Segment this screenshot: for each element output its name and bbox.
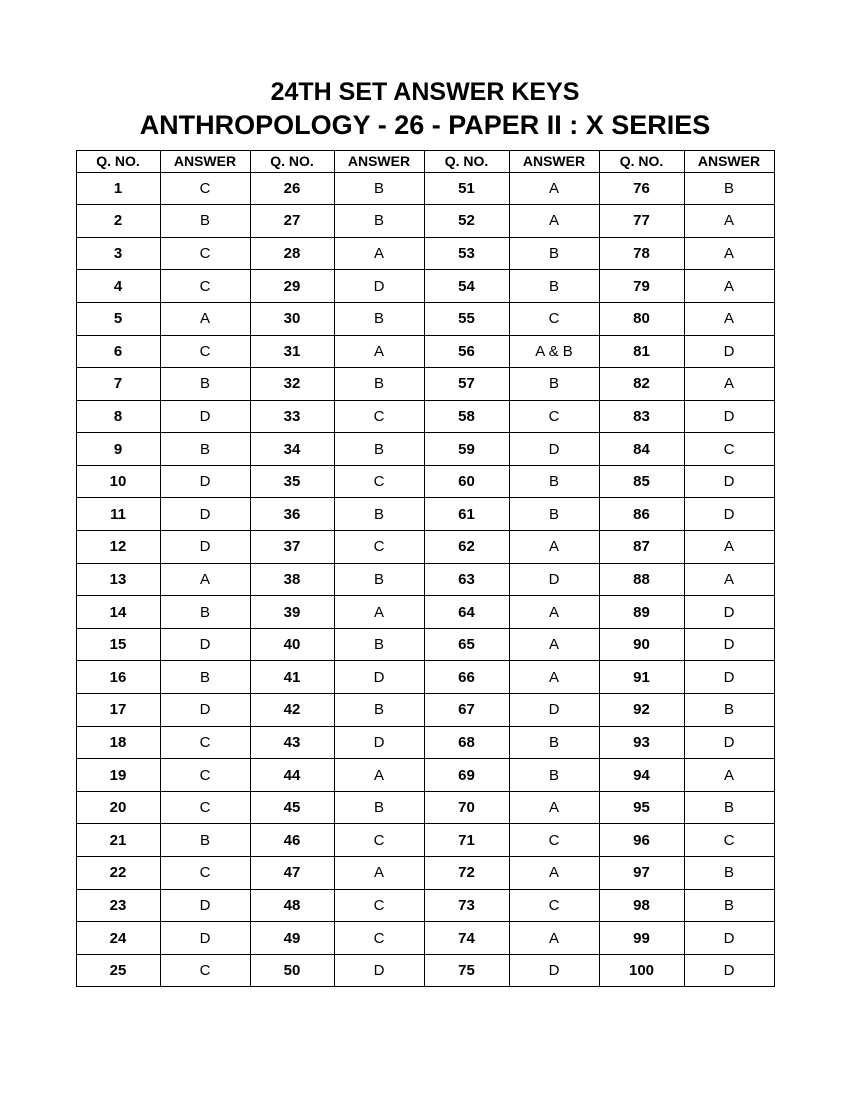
question-number-cell: 23 [76, 889, 160, 922]
answer-cell: C [684, 824, 774, 857]
question-number-cell: 71 [424, 824, 509, 857]
table-row [76, 498, 774, 531]
question-number-cell: 11 [76, 498, 160, 531]
question-number-cell: 43 [250, 726, 334, 759]
answer-cell: B [684, 889, 774, 922]
table-row [76, 694, 774, 727]
question-number-cell: 15 [76, 628, 160, 661]
table-row [76, 563, 774, 596]
table-row [76, 433, 774, 466]
answer-cell: D [684, 498, 774, 531]
answer-header: ANSWER [160, 150, 250, 172]
question-number-cell: 46 [250, 824, 334, 857]
answer-cell: D [509, 954, 599, 987]
qno-header: Q. NO. [76, 150, 160, 172]
table-row [76, 954, 774, 987]
answer-cell: C [160, 759, 250, 792]
question-number-cell: 37 [250, 531, 334, 564]
answer-cell: D [684, 335, 774, 368]
question-number-cell: 52 [424, 205, 509, 238]
answer-cell: D [684, 465, 774, 498]
question-number-cell: 68 [424, 726, 509, 759]
answer-cell: D [684, 596, 774, 629]
qno-header: Q. NO. [424, 150, 509, 172]
question-number-cell: 54 [424, 270, 509, 303]
answer-cell: B [160, 661, 250, 694]
question-number-cell: 66 [424, 661, 509, 694]
answer-cell: D [684, 400, 774, 433]
question-number-cell: 59 [424, 433, 509, 466]
answer-cell: B [684, 694, 774, 727]
qno-header: Q. NO. [250, 150, 334, 172]
question-number-cell: 19 [76, 759, 160, 792]
question-number-cell: 27 [250, 205, 334, 238]
question-number-cell: 22 [76, 857, 160, 890]
question-number-cell: 56 [424, 335, 509, 368]
answer-cell: B [334, 368, 424, 401]
answer-cell: B [509, 465, 599, 498]
answer-cell: A [334, 857, 424, 890]
answer-cell: B [160, 433, 250, 466]
question-number-cell: 84 [599, 433, 684, 466]
answer-cell: D [334, 661, 424, 694]
question-number-cell: 13 [76, 563, 160, 596]
answer-cell: D [334, 270, 424, 303]
answer-cell: D [160, 498, 250, 531]
answer-cell: A [334, 759, 424, 792]
answer-cell: C [334, 531, 424, 564]
answer-cell: C [509, 889, 599, 922]
question-number-cell: 8 [76, 400, 160, 433]
answer-cell: B [509, 270, 599, 303]
table-row [76, 759, 774, 792]
question-number-cell: 35 [250, 465, 334, 498]
question-number-cell: 96 [599, 824, 684, 857]
answer-cell: B [334, 791, 424, 824]
answer-cell: C [160, 954, 250, 987]
answer-cell: B [509, 368, 599, 401]
answer-cell: A [509, 596, 599, 629]
question-number-cell: 90 [599, 628, 684, 661]
question-number-cell: 49 [250, 922, 334, 955]
question-number-cell: 99 [599, 922, 684, 955]
answer-cell: D [509, 694, 599, 727]
answer-cell: A [509, 857, 599, 890]
question-number-cell: 50 [250, 954, 334, 987]
answer-cell: D [160, 531, 250, 564]
answer-cell: B [334, 205, 424, 238]
question-number-cell: 32 [250, 368, 334, 401]
question-number-cell: 25 [76, 954, 160, 987]
question-number-cell: 95 [599, 791, 684, 824]
question-number-cell: 12 [76, 531, 160, 564]
question-number-cell: 26 [250, 172, 334, 205]
answer-cell: A [509, 172, 599, 205]
answer-cell: B [334, 498, 424, 531]
question-number-cell: 6 [76, 335, 160, 368]
answer-cell: A [684, 237, 774, 270]
table-row [76, 889, 774, 922]
question-number-cell: 67 [424, 694, 509, 727]
question-number-cell: 20 [76, 791, 160, 824]
answer-cell: D [160, 889, 250, 922]
answer-cell: A [509, 628, 599, 661]
answer-cell: B [684, 172, 774, 205]
answer-cell: B [334, 172, 424, 205]
question-number-cell: 53 [424, 237, 509, 270]
question-number-cell: 77 [599, 205, 684, 238]
answer-cell: C [684, 433, 774, 466]
answer-cell: A [509, 661, 599, 694]
answer-cell: C [334, 465, 424, 498]
table-row [76, 791, 774, 824]
question-number-cell: 1 [76, 172, 160, 205]
answer-cell: A [334, 237, 424, 270]
answer-cell: D [160, 465, 250, 498]
table-row [76, 465, 774, 498]
question-number-cell: 16 [76, 661, 160, 694]
answer-cell: D [160, 694, 250, 727]
question-number-cell: 94 [599, 759, 684, 792]
answer-cell: D [684, 922, 774, 955]
answer-header: ANSWER [684, 150, 774, 172]
answer-cell: B [334, 628, 424, 661]
answer-header: ANSWER [334, 150, 424, 172]
answer-cell: A [160, 563, 250, 596]
answer-cell: B [334, 433, 424, 466]
question-number-cell: 51 [424, 172, 509, 205]
qno-header: Q. NO. [599, 150, 684, 172]
question-number-cell: 10 [76, 465, 160, 498]
table-row [76, 237, 774, 270]
answer-cell: B [684, 857, 774, 890]
question-number-cell: 97 [599, 857, 684, 890]
answer-cell: C [160, 335, 250, 368]
question-number-cell: 55 [424, 302, 509, 335]
answer-cell: A [684, 270, 774, 303]
answer-cell: B [509, 498, 599, 531]
question-number-cell: 47 [250, 857, 334, 890]
question-number-cell: 29 [250, 270, 334, 303]
answer-cell: A [684, 759, 774, 792]
question-number-cell: 98 [599, 889, 684, 922]
question-number-cell: 30 [250, 302, 334, 335]
question-number-cell: 85 [599, 465, 684, 498]
answer-cell: C [334, 824, 424, 857]
question-number-cell: 3 [76, 237, 160, 270]
answer-cell: A [684, 302, 774, 335]
question-number-cell: 74 [424, 922, 509, 955]
table-row [76, 302, 774, 335]
question-number-cell: 72 [424, 857, 509, 890]
answer-cell: D [684, 661, 774, 694]
question-number-cell: 5 [76, 302, 160, 335]
table-row [76, 596, 774, 629]
table-row [76, 270, 774, 303]
question-number-cell: 80 [599, 302, 684, 335]
question-number-cell: 9 [76, 433, 160, 466]
answer-cell: C [509, 400, 599, 433]
table-row [76, 726, 774, 759]
question-number-cell: 86 [599, 498, 684, 531]
answer-cell: B [509, 759, 599, 792]
question-number-cell: 58 [424, 400, 509, 433]
question-number-cell: 82 [599, 368, 684, 401]
answer-cell: C [509, 302, 599, 335]
question-number-cell: 62 [424, 531, 509, 564]
answer-cell: D [684, 954, 774, 987]
question-number-cell: 48 [250, 889, 334, 922]
question-number-cell: 88 [599, 563, 684, 596]
answer-cell: A [334, 596, 424, 629]
question-number-cell: 60 [424, 465, 509, 498]
answer-cell: A [684, 205, 774, 238]
answer-cell: C [334, 922, 424, 955]
table-row [76, 857, 774, 890]
question-number-cell: 93 [599, 726, 684, 759]
answer-cell: C [160, 172, 250, 205]
question-number-cell: 4 [76, 270, 160, 303]
answer-cell: D [509, 563, 599, 596]
question-number-cell: 79 [599, 270, 684, 303]
answer-cell: C [160, 726, 250, 759]
answer-cell: A [684, 368, 774, 401]
question-number-cell: 21 [76, 824, 160, 857]
question-number-cell: 40 [250, 628, 334, 661]
question-number-cell: 41 [250, 661, 334, 694]
table-row [76, 922, 774, 955]
answer-cell: B [160, 824, 250, 857]
answer-cell: B [509, 237, 599, 270]
answer-cell: C [160, 270, 250, 303]
question-number-cell: 87 [599, 531, 684, 564]
table-row [76, 661, 774, 694]
table-row [76, 628, 774, 661]
answer-cell: A [509, 922, 599, 955]
answer-cell: A [684, 563, 774, 596]
question-number-cell: 18 [76, 726, 160, 759]
question-number-cell: 17 [76, 694, 160, 727]
answer-cell: D [160, 628, 250, 661]
question-number-cell: 7 [76, 368, 160, 401]
answer-cell: C [160, 791, 250, 824]
question-number-cell: 91 [599, 661, 684, 694]
question-number-cell: 78 [599, 237, 684, 270]
table-header-row [76, 150, 774, 172]
question-number-cell: 38 [250, 563, 334, 596]
table-header [76, 150, 774, 172]
answer-table-body [76, 172, 774, 987]
question-number-cell: 39 [250, 596, 334, 629]
question-number-cell: 34 [250, 433, 334, 466]
answer-cell: B [334, 302, 424, 335]
question-number-cell: 36 [250, 498, 334, 531]
table-row [76, 335, 774, 368]
question-number-cell: 75 [424, 954, 509, 987]
answer-cell: C [160, 237, 250, 270]
question-number-cell: 92 [599, 694, 684, 727]
answer-cell: A [509, 531, 599, 564]
table-row [76, 368, 774, 401]
answer-cell: A & B [509, 335, 599, 368]
table-row [76, 824, 774, 857]
answer-cell: C [334, 889, 424, 922]
question-number-cell: 44 [250, 759, 334, 792]
question-number-cell: 64 [424, 596, 509, 629]
question-number-cell: 45 [250, 791, 334, 824]
answer-cell: B [160, 205, 250, 238]
answer-cell: D [334, 954, 424, 987]
question-number-cell: 70 [424, 791, 509, 824]
question-number-cell: 24 [76, 922, 160, 955]
question-number-cell: 83 [599, 400, 684, 433]
answer-cell: D [684, 726, 774, 759]
answer-cell: B [334, 694, 424, 727]
page-title-line1: 24TH SET ANSWER KEYS [270, 78, 580, 106]
question-number-cell: 61 [424, 498, 509, 531]
question-number-cell: 100 [599, 954, 684, 987]
question-number-cell: 76 [599, 172, 684, 205]
question-number-cell: 2 [76, 205, 160, 238]
answer-key-table [76, 150, 775, 988]
answer-header: ANSWER [509, 150, 599, 172]
answer-cell: B [684, 791, 774, 824]
question-number-cell: 42 [250, 694, 334, 727]
answer-cell: C [160, 857, 250, 890]
answer-cell: B [160, 596, 250, 629]
answer-cell: D [160, 400, 250, 433]
question-number-cell: 28 [250, 237, 334, 270]
question-number-cell: 14 [76, 596, 160, 629]
question-number-cell: 89 [599, 596, 684, 629]
answer-cell: D [334, 726, 424, 759]
answer-cell: D [684, 628, 774, 661]
answer-cell: B [334, 563, 424, 596]
table-row [76, 205, 774, 238]
question-number-cell: 57 [424, 368, 509, 401]
answer-cell: B [160, 368, 250, 401]
question-number-cell: 31 [250, 335, 334, 368]
answer-cell: D [160, 922, 250, 955]
question-number-cell: 73 [424, 889, 509, 922]
question-number-cell: 65 [424, 628, 509, 661]
answer-cell: C [509, 824, 599, 857]
answer-cell: A [509, 791, 599, 824]
answer-cell: B [509, 726, 599, 759]
page-title-line2: ANTHROPOLOGY - 26 - PAPER II : X SERIES [139, 110, 711, 140]
question-number-cell: 81 [599, 335, 684, 368]
answer-cell: A [509, 205, 599, 238]
answer-cell: A [684, 531, 774, 564]
question-number-cell: 33 [250, 400, 334, 433]
answer-cell: A [160, 302, 250, 335]
table-row [76, 531, 774, 564]
table-row [76, 172, 774, 205]
answer-cell: C [334, 400, 424, 433]
table-row [76, 400, 774, 433]
answer-cell: A [334, 335, 424, 368]
question-number-cell: 69 [424, 759, 509, 792]
question-number-cell: 63 [424, 563, 509, 596]
answer-cell: D [509, 433, 599, 466]
